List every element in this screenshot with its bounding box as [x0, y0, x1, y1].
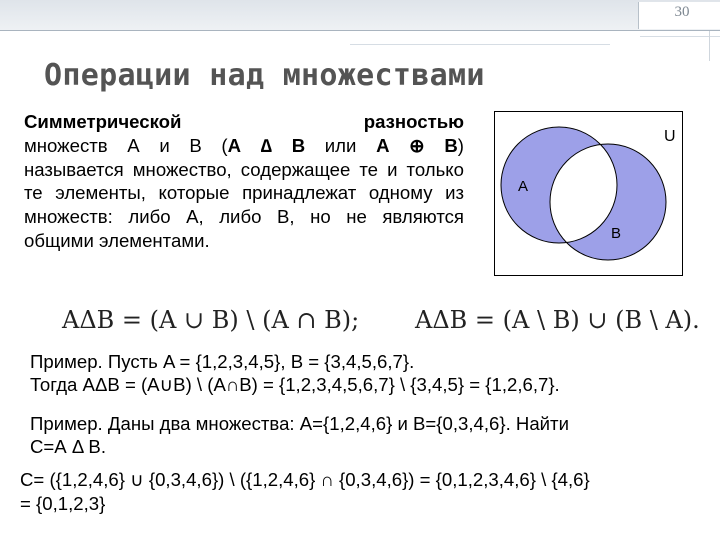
definition-suffix: ) [457, 134, 464, 156]
example-2-line-4: = {0,1,2,3} [20, 493, 106, 514]
example-2-line-2: С=А Δ В. [30, 436, 106, 457]
venn-diagram [494, 111, 683, 276]
set-b-label: B [611, 225, 622, 242]
example-1-line-1: Пример. Пусть A = {1,2,3,4,5}, B = {3,4,5,6,7}. [30, 351, 415, 372]
definition-or: или [305, 134, 377, 156]
notation-delta: А ∆ В [227, 134, 306, 156]
formula-union-minus-intersection: AΔB = (A ∪ B) \ (A ∩ B); [62, 306, 360, 334]
slide-header-bar [0, 0, 720, 30]
definition-line-2 [24, 134, 464, 158]
example-2-line-3: С= ({1,2,4,6} ∪ {0,3,4,6}) \ ({1,2,4,6} ∩ {0,3,4,6}) = {0,1,2,3,4,6} \ {4,6} [20, 469, 590, 490]
page-number: 30 [674, 4, 690, 20]
universe-label: U [664, 128, 676, 145]
definition-rest: называется множество, содержащее те и только те элементы, которые принадлежат одному из множеств: либо А, либо В, но не являются общими элементами. [24, 158, 464, 251]
definition-text [24, 110, 464, 253]
definition-prefix: множеств А и В ( [24, 134, 228, 156]
header-divider [0, 30, 720, 31]
example-2-line-1: Пример. Даны два множества: А={1,2,4,6} и В={0,3,4,6}. Найти [30, 413, 569, 434]
definition-term: Симметрической разностью [24, 111, 464, 132]
decorative-line [640, 36, 720, 37]
set-a-label: A [518, 178, 529, 195]
decorative-line [350, 44, 610, 45]
slide-title: Операции над множествами [44, 58, 485, 93]
example-1-line-2: Тогда AΔB = (A∪B) \ (A∩B) = {1,2,3,4,5,6,7} \ {3,4,5} = {1,2,6,7}. [30, 374, 560, 395]
decorative-line [709, 31, 710, 61]
formula-difference-union: AΔB = (A \ B) ∪ (B \ A). [415, 306, 700, 334]
notation-oplus: А ⊕ В [376, 134, 458, 156]
